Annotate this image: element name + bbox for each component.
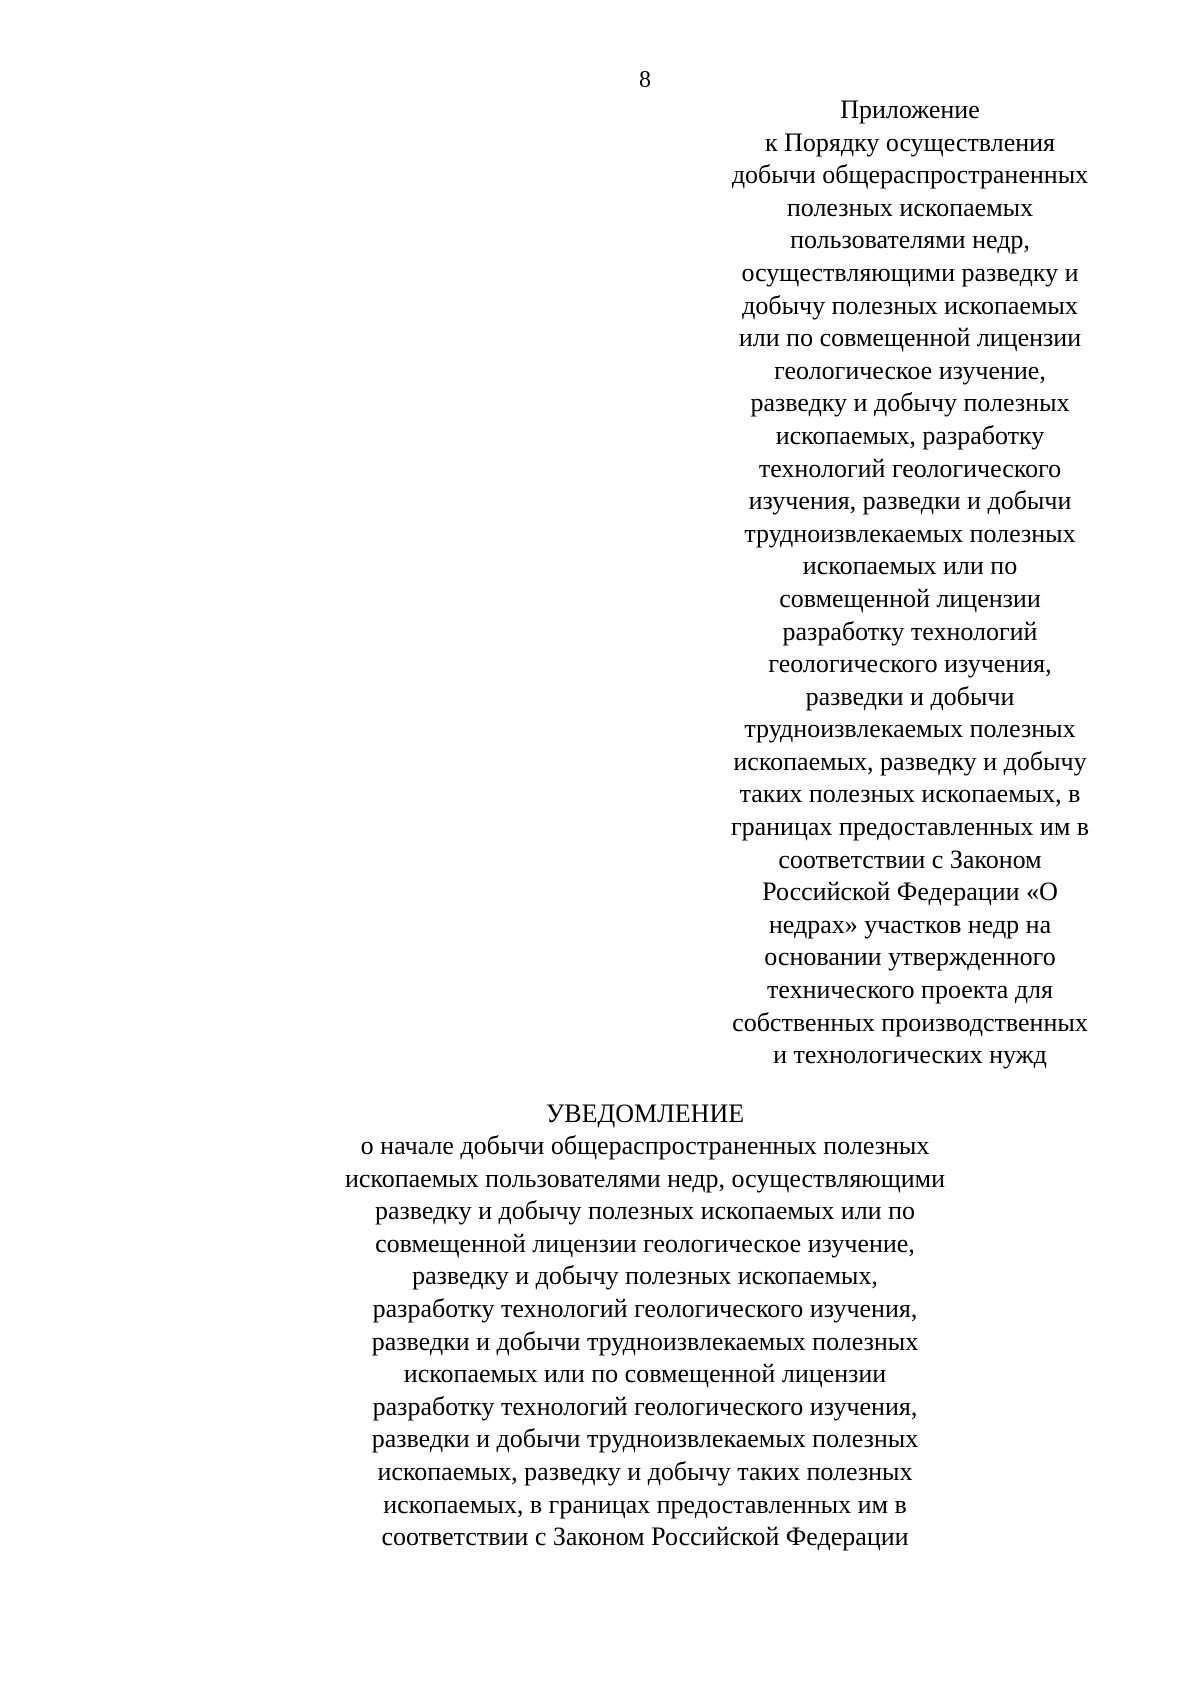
appendix-line: разведку и добычу полезных <box>750 388 1070 418</box>
notice-line: совмещенной лицензии геологическое изучение, <box>375 1228 915 1258</box>
notice-line: разведки и добычи трудноизвлекаемых полезных <box>371 1326 919 1356</box>
notice-line: о начале добычи общераспространенных полезных <box>360 1131 930 1160</box>
appendix-line: или по совмещенной лицензии <box>738 323 1082 353</box>
appendix-line: полезных ископаемых <box>786 192 1034 222</box>
notice-line: разведку и добычу полезных ископаемых или по <box>375 1196 915 1226</box>
appendix-line: изучения, разведки и добычи <box>748 486 1072 516</box>
appendix-line: собственных производственных <box>732 1007 1088 1037</box>
appendix-line: пользователями недр, <box>790 225 1030 255</box>
appendix-line: разработку технологий <box>782 616 1038 646</box>
notice-line: ископаемых, разведку и добычу таких полезных <box>377 1456 913 1486</box>
notice-title: УВЕДОМЛЕНИЕ <box>545 1099 745 1128</box>
appendix-line: ископаемых, разработку <box>775 420 1045 450</box>
appendix-line: границах предоставленных им в <box>730 812 1090 842</box>
appendix-header <box>700 94 1120 1072</box>
appendix-line: ископаемых, разведку и добычу <box>733 746 1087 776</box>
appendix-line: геологическое изучение, <box>774 355 1046 385</box>
appendix-line: к Порядку осуществления <box>764 127 1056 157</box>
appendix-line: трудноизвлекаемых полезных <box>744 518 1076 548</box>
page-number: 8 <box>639 67 651 93</box>
appendix-line: совмещенной лицензии <box>779 583 1041 613</box>
appendix-line: геологического изучения, <box>768 649 1052 679</box>
appendix-line: соответствии с Законом <box>778 844 1042 874</box>
notice-line: разведку и добычу полезных ископаемых, <box>412 1261 878 1291</box>
notice-line: разведки и добычи трудноизвлекаемых полезных <box>371 1424 919 1454</box>
appendix-line: таких полезных ископаемых, в <box>739 779 1081 809</box>
appendix-line: Приложение <box>840 95 980 124</box>
appendix-line: трудноизвлекаемых полезных <box>744 714 1076 744</box>
appendix-line: добычи общераспространенных <box>731 160 1089 190</box>
appendix-line: разведки и добычи <box>805 681 1015 711</box>
appendix-line: осуществляющими разведку и <box>741 257 1079 287</box>
appendix-line: недрах» участков недр на <box>768 909 1052 939</box>
notice-line: разработку технологий геологического изучения, <box>372 1391 918 1421</box>
appendix-line: технологий геологического <box>758 453 1062 483</box>
notice-line: соответствии с Законом Российской Федерации <box>381 1522 909 1552</box>
appendix-line: и технологических нужд <box>773 1040 1047 1070</box>
notice-line: ископаемых пользователями недр, осуществляющими <box>344 1163 946 1193</box>
notice-line: ископаемых, в границах предоставленных им в <box>383 1489 907 1519</box>
appendix-line: основании утвержденного <box>764 942 1056 972</box>
appendix-line: технического проекта для <box>767 975 1053 1005</box>
appendix-line: добычу полезных ископаемых <box>742 290 1078 320</box>
notice-line: ископаемых или по совмещенной лицензии <box>403 1359 887 1389</box>
appendix-line: Российской Федерации «О <box>762 877 1058 907</box>
appendix-line: ископаемых или по <box>802 551 1018 581</box>
notice-line: разработку технологий геологического изучения, <box>372 1293 918 1323</box>
notice-subtitle <box>280 1130 1010 1554</box>
